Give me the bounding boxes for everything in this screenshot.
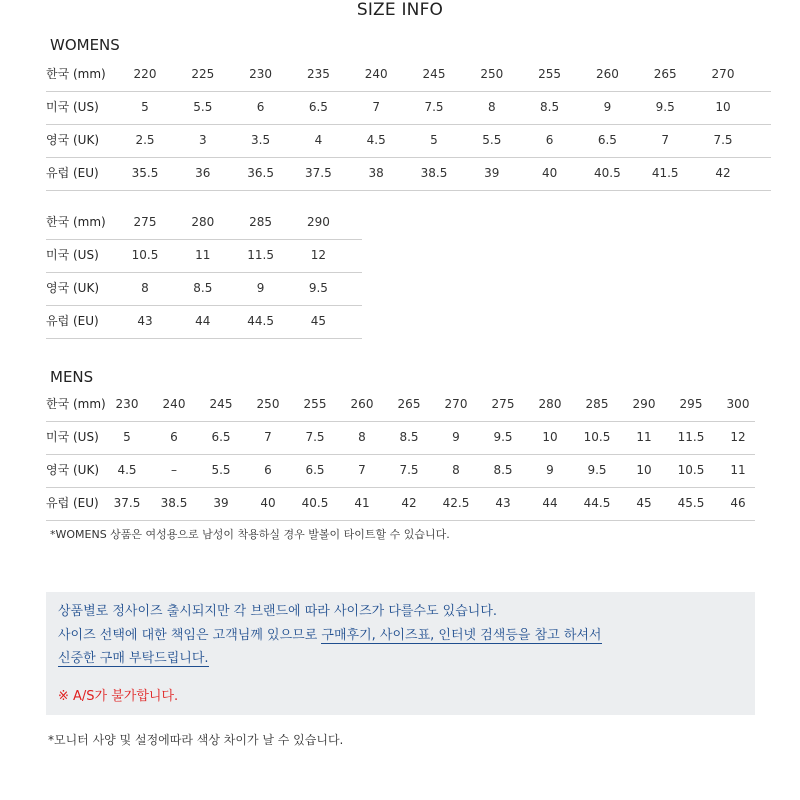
size-cell: 300 <box>726 397 750 411</box>
womens-fit-note: *WOMENS 상품은 여성용으로 남성이 착용하실 경우 발볼이 타이트할 수 있습니다. <box>50 528 450 541</box>
size-cell: 38 <box>368 166 384 180</box>
size-cell: 10.5 <box>583 430 611 444</box>
size-cell: 9 <box>603 100 612 114</box>
size-cell: 5 <box>141 100 149 114</box>
size-cell: 6.5 <box>308 100 328 114</box>
size-cell: 42 <box>715 166 731 180</box>
size-cell: 11.5 <box>677 430 705 444</box>
size-cell: 12 <box>730 430 746 444</box>
size-cell: 43 <box>495 496 511 510</box>
notice-line-2-text: 사이즈 선택에 대한 책임은 고객님께 있으므로 <box>58 628 322 643</box>
size-cell: 6 <box>264 463 272 477</box>
size-cell: 7.5 <box>399 463 419 477</box>
size-row-label: 한국 (mm) <box>46 397 106 411</box>
size-cell: 255 <box>538 67 562 81</box>
size-cell: 285 <box>585 397 609 411</box>
size-cell: 275 <box>491 397 515 411</box>
size-cell: 44 <box>542 496 558 510</box>
size-cell: 280 <box>538 397 562 411</box>
size-cell: 230 <box>249 67 273 81</box>
size-cell: 40 <box>541 166 558 180</box>
size-row <box>46 421 755 455</box>
size-cell: 42.5 <box>442 496 470 510</box>
size-cell: 5 <box>430 133 438 147</box>
size-cell: 42 <box>401 496 417 510</box>
size-cell: 8 <box>141 281 149 295</box>
size-cell: 290 <box>306 215 330 229</box>
size-cell: 7.5 <box>424 100 444 114</box>
notice-line-3 <box>58 647 209 666</box>
size-cell: 35.5 <box>131 166 159 180</box>
size-cell: 10.5 <box>677 463 705 477</box>
size-row <box>46 272 362 306</box>
size-cell: 265 <box>653 67 677 81</box>
size-cell: 6 <box>256 100 265 114</box>
notice-line-2-underlined: 구매후기, 사이즈표, 인터넷 검색등을 참고 하셔서 <box>321 628 602 643</box>
notice-line-3-underlined: 신중한 구매 부탁드립니다. <box>58 651 209 666</box>
size-cell: 225 <box>191 67 215 81</box>
size-cell: 250 <box>480 67 504 81</box>
mens-heading: MENS <box>50 368 94 386</box>
size-cell: 3 <box>198 133 207 147</box>
size-cell: 2.5 <box>135 133 155 147</box>
size-cell: 40.5 <box>594 166 621 180</box>
size-cell: 235 <box>306 67 330 81</box>
size-cell: 39 <box>213 496 229 510</box>
size-cell: 11 <box>195 248 211 262</box>
size-cell: 280 <box>191 215 215 229</box>
size-cell: 270 <box>711 67 735 81</box>
size-row-label: 한국 (mm) <box>46 215 106 229</box>
size-cell: 11 <box>730 463 746 477</box>
size-cell: 290 <box>632 397 656 411</box>
size-cell: 220 <box>133 67 157 81</box>
size-cell: 11 <box>636 430 652 444</box>
size-cell: 6.5 <box>305 463 325 477</box>
size-row <box>46 388 755 422</box>
size-cell: 36.5 <box>247 166 274 180</box>
size-cell: 5.5 <box>482 133 502 147</box>
size-row-label: 영국 (UK) <box>46 463 100 477</box>
size-cell: 295 <box>679 397 703 411</box>
size-cell: 7.5 <box>713 133 733 147</box>
size-cell: 240 <box>364 67 388 81</box>
size-cell: 8.5 <box>193 281 213 295</box>
size-cell: 45.5 <box>677 496 705 510</box>
size-cell: 4.5 <box>117 463 137 477</box>
size-row <box>46 124 771 158</box>
size-cell: 9 <box>546 463 554 477</box>
size-row-label: 유럽 (EU) <box>46 496 99 510</box>
size-cell: 38.5 <box>160 496 188 510</box>
size-cell: – <box>171 463 177 477</box>
size-cell: 7.5 <box>305 430 325 444</box>
size-cell: 245 <box>209 397 233 411</box>
size-cell: 45 <box>636 496 652 510</box>
size-cell: 9.5 <box>493 430 513 444</box>
size-cell: 8.5 <box>399 430 419 444</box>
size-cell: 12 <box>310 248 327 262</box>
size-cell: 285 <box>249 215 273 229</box>
size-cell: 8 <box>452 463 460 477</box>
size-cell: 45 <box>310 314 327 328</box>
size-cell: 275 <box>133 215 157 229</box>
size-row-label: 한국 (mm) <box>46 67 106 81</box>
size-row-label: 미국 (US) <box>46 430 99 444</box>
size-cell: 37.5 <box>113 496 141 510</box>
size-cell: 7 <box>372 100 380 114</box>
size-cell: 46 <box>730 496 746 510</box>
size-row <box>46 454 755 488</box>
size-cell: 260 <box>595 67 619 81</box>
size-cell: 10 <box>715 100 731 114</box>
size-cell: 10 <box>636 463 652 477</box>
size-cell: 255 <box>303 397 327 411</box>
size-cell: 6 <box>170 430 178 444</box>
size-cell: 44.5 <box>583 496 611 510</box>
size-row <box>46 91 771 125</box>
size-cell: 9.5 <box>587 463 607 477</box>
size-cell: 10 <box>542 430 558 444</box>
monitor-color-note: *모니터 사양 및 설정에따라 색상 차이가 날 수 있습니다. <box>48 733 344 747</box>
size-cell: 6.5 <box>597 133 617 147</box>
size-cell: 3.5 <box>251 133 271 147</box>
as-warning: ※ A/S가 불가합니다. <box>58 689 179 704</box>
size-cell: 260 <box>350 397 374 411</box>
size-cell: 270 <box>444 397 468 411</box>
size-cell: 245 <box>422 67 446 81</box>
size-row <box>46 58 771 92</box>
size-row-label: 영국 (UK) <box>46 133 100 147</box>
size-cell: 4.5 <box>366 133 386 147</box>
size-cell: 230 <box>115 397 139 411</box>
size-cell: 44 <box>195 314 211 328</box>
size-cell: 43 <box>137 314 153 328</box>
notice-line-1: 상품별로 정사이즈 출시되지만 각 브랜드에 따라 사이즈가 다를수도 있습니다. <box>58 604 498 619</box>
size-cell: 41.5 <box>651 166 679 180</box>
size-row <box>46 206 362 240</box>
size-row <box>46 487 755 521</box>
size-cell: 9.5 <box>308 281 328 295</box>
size-cell: 36 <box>195 166 211 180</box>
size-cell: 4 <box>314 133 323 147</box>
size-row <box>46 157 771 191</box>
size-cell: 41 <box>354 496 370 510</box>
size-row-label: 유럽 (EU) <box>46 166 99 180</box>
size-cell: 7 <box>661 133 669 147</box>
size-cell: 9.5 <box>655 100 675 114</box>
size-cell: 7 <box>264 430 272 444</box>
womens-heading: WOMENS <box>50 36 120 54</box>
size-cell: 6.5 <box>211 430 231 444</box>
size-cell: 9 <box>452 430 460 444</box>
size-cell: 37.5 <box>305 166 332 180</box>
size-cell: 8 <box>358 430 366 444</box>
size-cell: 8.5 <box>493 463 513 477</box>
size-cell: 240 <box>162 397 186 411</box>
notice-line-2 <box>58 624 602 643</box>
size-cell: 44.5 <box>247 314 274 328</box>
size-row-label: 영국 (UK) <box>46 281 100 295</box>
size-cell: 265 <box>397 397 421 411</box>
size-cell: 9 <box>256 281 265 295</box>
size-cell: 5.5 <box>211 463 231 477</box>
size-cell: 40 <box>260 496 276 510</box>
size-cell: 7 <box>358 463 366 477</box>
size-row <box>46 305 362 339</box>
size-cell: 8.5 <box>540 100 560 114</box>
size-cell: 250 <box>256 397 280 411</box>
size-cell: 38.5 <box>420 166 448 180</box>
size-cell: 39 <box>484 166 500 180</box>
size-cell: 5.5 <box>193 100 213 114</box>
size-cell: 5 <box>123 430 131 444</box>
size-row-label: 미국 (US) <box>46 248 99 262</box>
size-cell: 40.5 <box>301 496 329 510</box>
size-cell: 8 <box>487 100 496 114</box>
size-row-label: 유럽 (EU) <box>46 314 99 328</box>
size-row-label: 미국 (US) <box>46 100 99 114</box>
page-title: SIZE INFO <box>356 0 444 20</box>
size-cell: 10.5 <box>131 248 159 262</box>
size-cell: 11.5 <box>247 248 274 262</box>
notice-box <box>46 592 755 715</box>
size-row <box>46 239 362 273</box>
size-cell: 6 <box>545 133 554 147</box>
